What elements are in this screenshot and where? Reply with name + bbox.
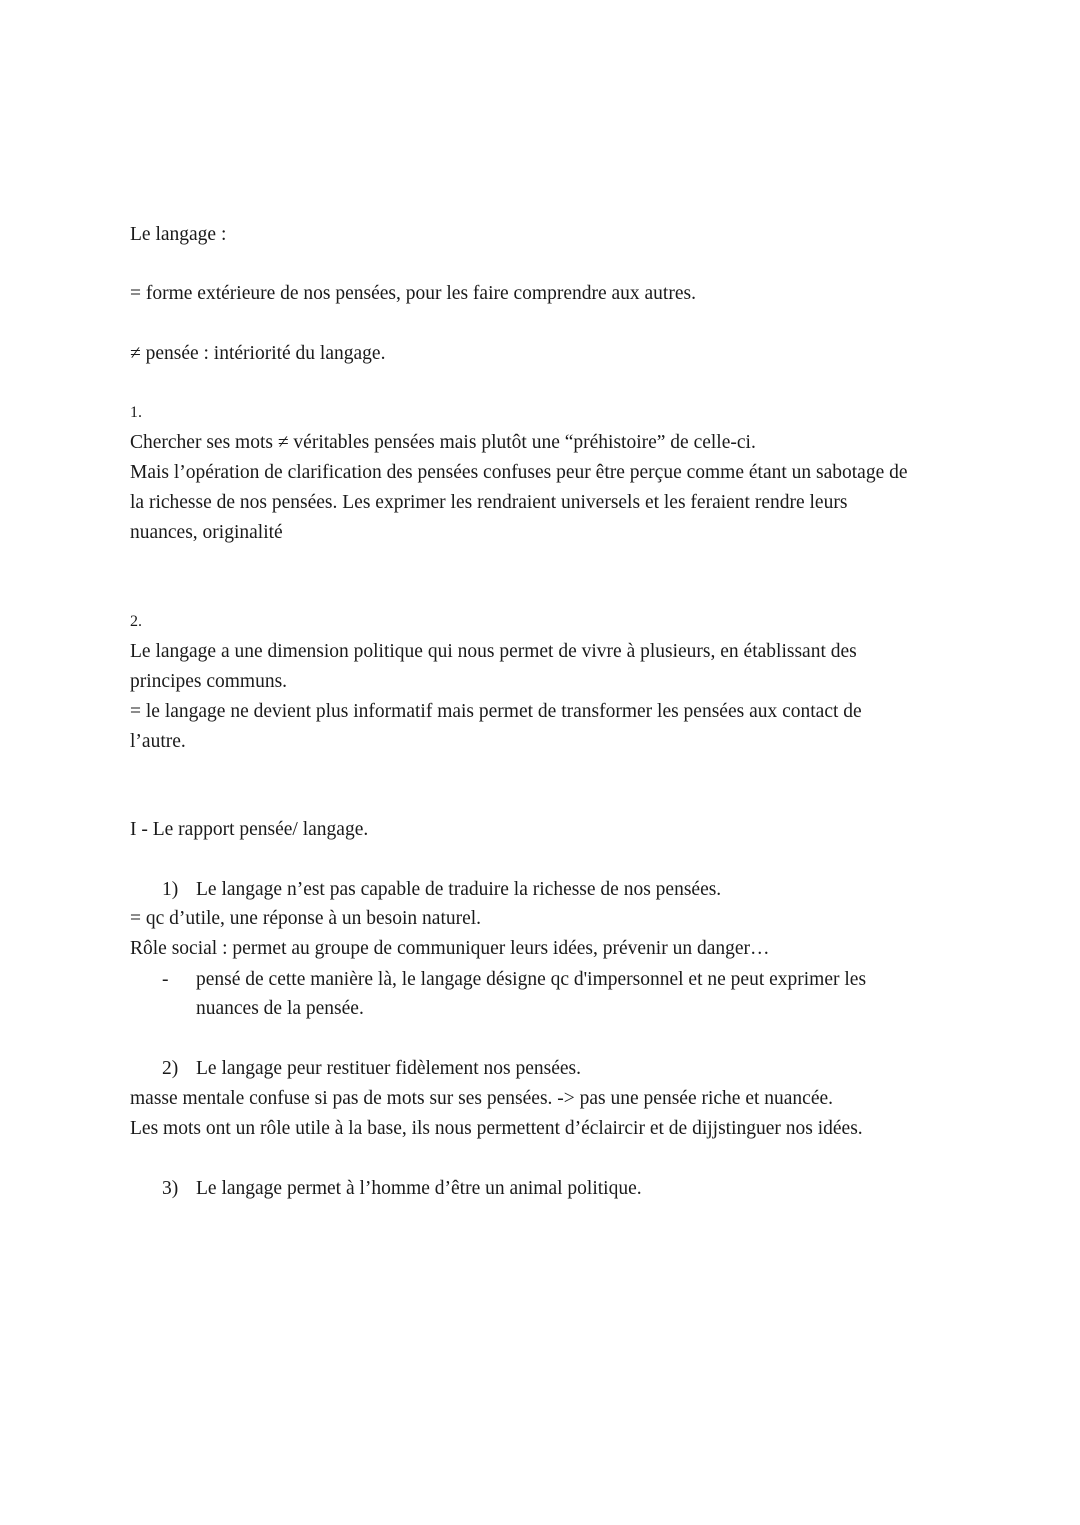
bullet-line: pensé de cette manière là, le langage désigne qc d'impersonnel et ne peut exprimer les [196, 969, 867, 990]
item-2-number: 2) [162, 1058, 179, 1079]
item-1-line: = qc d’utile, une réponse à un besoin naturel. [130, 908, 482, 929]
item-1-number: 1) [162, 879, 179, 900]
section-2-line: Le langage a une dimension politique qui nous permet de vivre à plusieurs, en établissant des [130, 641, 857, 662]
item-2-line: masse mentale confuse si pas de mots sur ses pensées. -> pas une pensée riche et nuancée. [130, 1088, 834, 1109]
item-1-line: Rôle social : permet au groupe de communiquer leurs idées, prévenir un danger… [130, 938, 770, 959]
opposition-line: ≠ pensée : intériorité du langage. [130, 343, 386, 364]
item-2-line: Les mots ont un rôle utile à la base, ils nous permettent d’éclaircir et de dijjstinguer nos idées. [130, 1118, 863, 1139]
section-2-line: l’autre. [130, 731, 186, 752]
bullet-marker: - [162, 969, 169, 990]
section-2-number: 2. [130, 613, 142, 630]
section-1-number: 1. [130, 404, 142, 421]
section-1-line: nuances, originalité [130, 522, 283, 543]
section-2-line: = le langage ne devient plus informatif mais permet de transformer les pensées aux contact de [130, 701, 862, 722]
section-2-line: principes communs. [130, 671, 288, 692]
item-1-title: Le langage n’est pas capable de traduire la richesse de nos pensées. [196, 879, 722, 900]
section-1-line: la richesse de nos pensées. Les exprimer les rendraient universels et les feraient rendre leurs [130, 492, 848, 513]
item-2-title: Le langage peur restituer fidèlement nos pensées. [196, 1058, 581, 1079]
bullet-line: nuances de la pensée. [196, 998, 364, 1019]
part-1-heading: I - Le rapport pensée/ langage. [130, 819, 369, 840]
document-title: Le langage : [130, 224, 227, 245]
section-1-line: Chercher ses mots ≠ véritables pensées mais plutôt une “préhistoire” de celle-ci. [130, 432, 756, 453]
item-3-title: Le langage permet à l’homme d’être un animal politique. [196, 1178, 642, 1199]
section-1-line: Mais l’opération de clarification des pensées confuses peur être perçue comme étant un sabotage de [130, 462, 908, 483]
item-3-number: 3) [162, 1178, 179, 1199]
definition-line: = forme extérieure de nos pensées, pour les faire comprendre aux autres. [130, 283, 696, 304]
